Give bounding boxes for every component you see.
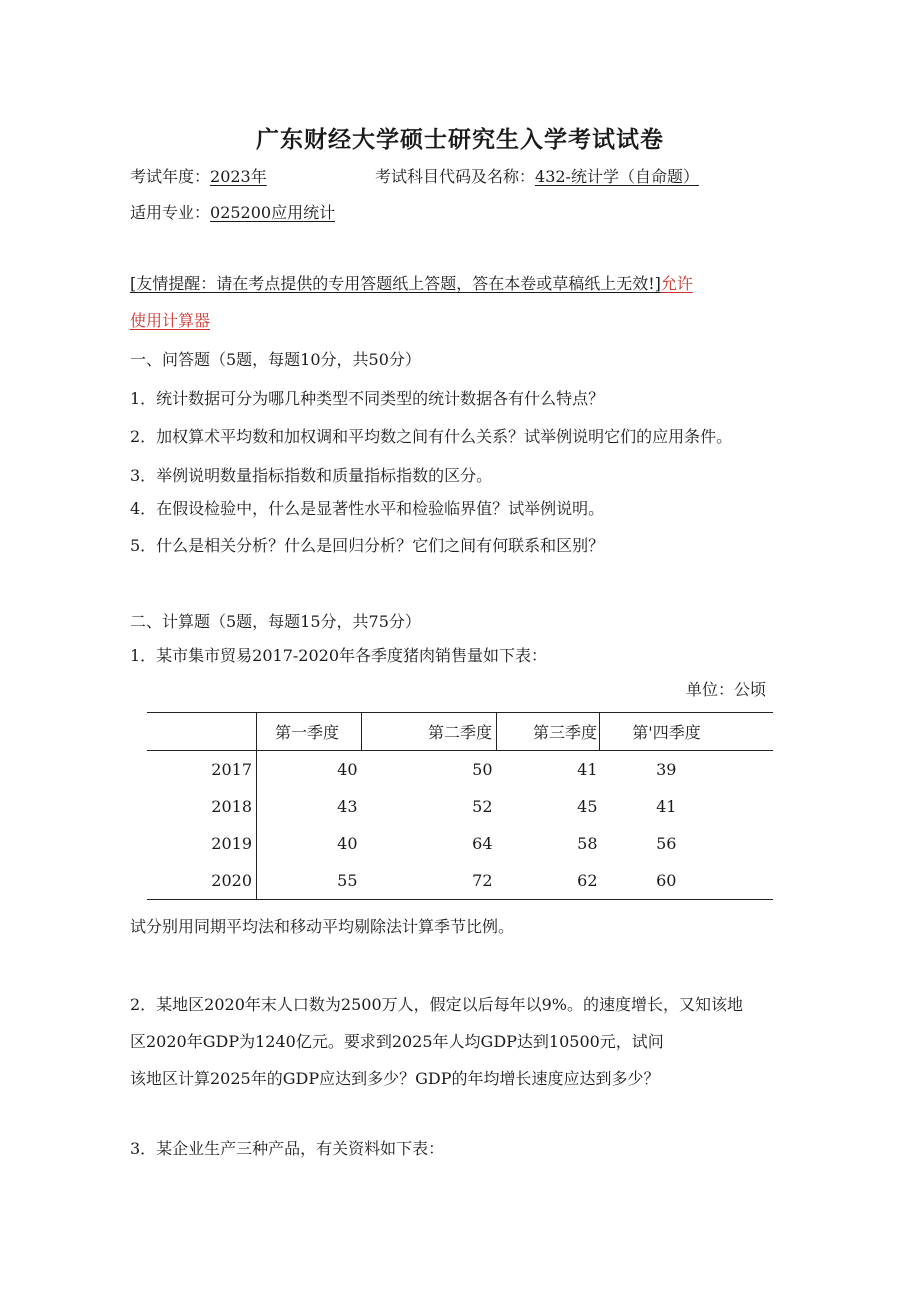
reminder-extra-2: 使用计算器 (130, 311, 211, 330)
exam-major (130, 200, 335, 223)
exam-subject-label: 考试科目代码及名称： (375, 167, 536, 186)
question-2: 2．加权算术平均数和加权调和平均数之间有什么关系？试举例说明它们的应用条件。 (130, 427, 733, 446)
table-header-cell (147, 713, 257, 751)
table-row (147, 862, 773, 900)
question-3: 3．举例说明数量指标指数和质量指标指数的区分。 (130, 466, 493, 485)
table-cell: 55 (257, 862, 362, 900)
question-1: 1．统计数据可分为哪几种类型不同类型的统计数据各有什么特点？ (130, 389, 605, 408)
exam-subject-value: 432-统计学（自命题） (535, 167, 699, 186)
table-cell: 2019 (147, 825, 257, 862)
reminder-line1 (130, 271, 693, 294)
exam-year (130, 164, 267, 187)
reminder-extra-1: 允许 (660, 274, 693, 293)
table-cell: 43 (337, 797, 358, 816)
question-5: 5．什么是相关分析？什么是回归分析？它们之间有何联系和区别？ (130, 536, 605, 555)
section1-heading: 一、问答题（5题，每题10分，共50分） (130, 350, 421, 369)
calc-q2-line3: 该地区计算2025年的GDP应达到多少？GDP的年均增长速度应达到多少？ (130, 1069, 660, 1088)
table-cell: 41 (656, 797, 677, 816)
table-cell: 62 (497, 862, 600, 900)
table-header-row (147, 713, 773, 751)
section2-heading: 二、计算题（5题，每题15分，共75分） (130, 612, 421, 631)
exam-year-value: 2023年 (210, 167, 267, 186)
table-row (147, 751, 773, 789)
table-row (147, 788, 773, 825)
calc-q1-task: 试分别用同期平均法和移动平均剔除法计算季节比例。 (130, 917, 515, 936)
calc-q1-intro: 1．某市集市贸易2017-2020年各季度猪肉销售量如下表： (130, 646, 548, 665)
reminder-line2 (130, 308, 210, 331)
table-header-cell: 第二季度 (362, 713, 497, 751)
table-cell: 40 (337, 834, 358, 853)
exam-title: 广东财经大学硕士研究生入学考试试卷 (256, 127, 664, 153)
table-unit: 单位：公顷 (686, 680, 767, 699)
table-cell: 50 (472, 760, 493, 779)
table-row (147, 825, 773, 862)
table-cell: 2020 (147, 862, 257, 900)
table-header-cell: 第'四季度 (600, 713, 774, 751)
table-cell: 39 (656, 760, 677, 779)
calc-q2-line2: 区2020年GDP为1240亿元。要求到2025年人均GDP达到10500元，试问 (130, 1032, 664, 1051)
sales-table (147, 712, 773, 900)
table-cell: 41 (577, 760, 598, 779)
table-cell: 2018 (147, 788, 257, 825)
table-cell: 64 (472, 834, 493, 853)
table-cell: 40 (337, 760, 358, 779)
table-header-cell: 第一季度 (257, 713, 362, 751)
calc-q2-line1: 2．某地区2020年末人口数为2500万人，假定以后每年以9%。的速度增长，又知该地 (130, 995, 744, 1014)
table-cell: 58 (577, 834, 598, 853)
table-header-cell: 第三季度 (497, 713, 600, 751)
table-cell: 72 (362, 862, 497, 900)
calc-q3-intro: 3．某企业生产三种产品，有关资料如下表： (130, 1139, 445, 1158)
exam-year-label: 考试年度： (130, 167, 211, 186)
reminder-text: [友情提醒：请在考点提供的专用答题纸上答题，答在本卷或草稿纸上无效!] (130, 274, 661, 293)
exam-major-label: 适用专业： (130, 203, 211, 222)
table-cell: 52 (472, 797, 493, 816)
question-4: 4．在假设检验中，什么是显著性水平和检验临界值？试举例说明。 (130, 499, 605, 518)
table-cell: 60 (600, 862, 774, 900)
exam-subject (375, 164, 699, 187)
exam-major-value: 025200应用统计 (210, 203, 336, 222)
table-cell: 56 (656, 834, 677, 853)
table-cell: 45 (577, 797, 598, 816)
table-cell: 2017 (147, 751, 257, 789)
